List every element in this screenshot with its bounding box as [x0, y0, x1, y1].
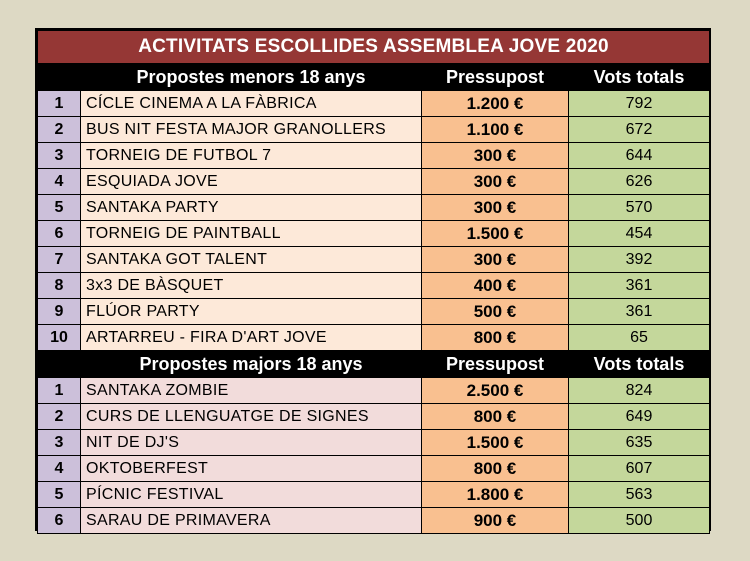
- votes-cell: 792: [569, 91, 710, 117]
- budget-cell: 400 €: [422, 273, 569, 299]
- row-number: 4: [38, 169, 81, 195]
- budget-cell: 300 €: [422, 195, 569, 221]
- activity-name: SANTAKA GOT TALENT: [81, 247, 422, 273]
- votes-cell: 824: [569, 378, 710, 404]
- table-row: [38, 482, 710, 508]
- activity-name: BUS NIT FESTA MAJOR GRANOLLERS: [81, 117, 422, 143]
- budget-cell: 1.500 €: [422, 430, 569, 456]
- results-table-frame: [35, 28, 711, 531]
- votes-cell: 649: [569, 404, 710, 430]
- row-number: 9: [38, 299, 81, 325]
- budget-cell: 800 €: [422, 404, 569, 430]
- row-number: 3: [38, 143, 81, 169]
- activity-name: OKTOBERFEST: [81, 456, 422, 482]
- activity-name: PÍCNIC FESTIVAL: [81, 482, 422, 508]
- votes-cell: 500: [569, 508, 710, 534]
- activity-name: FLÚOR PARTY: [81, 299, 422, 325]
- header-number: [38, 351, 81, 378]
- table-row: [38, 325, 710, 351]
- votes-cell: 361: [569, 273, 710, 299]
- title-row: [38, 31, 710, 64]
- table-row: [38, 273, 710, 299]
- results-table-body: [38, 31, 710, 534]
- votes-cell: 361: [569, 299, 710, 325]
- budget-cell: 2.500 €: [422, 378, 569, 404]
- table-row: [38, 221, 710, 247]
- votes-cell: 644: [569, 143, 710, 169]
- row-number: 6: [38, 221, 81, 247]
- budget-cell: 900 €: [422, 508, 569, 534]
- votes-cell: 626: [569, 169, 710, 195]
- budget-cell: 300 €: [422, 143, 569, 169]
- budget-cell: 1.100 €: [422, 117, 569, 143]
- table-row: [38, 299, 710, 325]
- votes-cell: 672: [569, 117, 710, 143]
- table-row: [38, 378, 710, 404]
- budget-cell: 800 €: [422, 325, 569, 351]
- row-number: 2: [38, 404, 81, 430]
- votes-cell: 392: [569, 247, 710, 273]
- row-number: 5: [38, 195, 81, 221]
- row-number: 3: [38, 430, 81, 456]
- column-header-votes: Vots totals: [569, 351, 710, 378]
- table-row: [38, 508, 710, 534]
- votes-cell: 563: [569, 482, 710, 508]
- activity-name: ARTARREU - FIRA D'ART JOVE: [81, 325, 422, 351]
- table-row: [38, 404, 710, 430]
- budget-cell: 500 €: [422, 299, 569, 325]
- section-header-row: [38, 351, 710, 378]
- section-heading: Propostes majors 18 anys: [81, 351, 422, 378]
- budget-cell: 1.800 €: [422, 482, 569, 508]
- row-number: 7: [38, 247, 81, 273]
- table-row: [38, 91, 710, 117]
- results-table: [37, 30, 710, 534]
- section-header-row: [38, 64, 710, 91]
- activity-name: TORNEIG DE FUTBOL 7: [81, 143, 422, 169]
- table-row: [38, 143, 710, 169]
- activity-name: TORNEIG DE PAINTBALL: [81, 221, 422, 247]
- table-row: [38, 456, 710, 482]
- table-row: [38, 195, 710, 221]
- budget-cell: 1.500 €: [422, 221, 569, 247]
- activity-name: ESQUIADA JOVE: [81, 169, 422, 195]
- votes-cell: 635: [569, 430, 710, 456]
- table-title: ACTIVITATS ESCOLLIDES ASSEMBLEA JOVE 2020: [38, 31, 710, 64]
- activity-name: CURS DE LLENGUATGE DE SIGNES: [81, 404, 422, 430]
- row-number: 1: [38, 91, 81, 117]
- activity-name: CÍCLE CINEMA A LA FÀBRICA: [81, 91, 422, 117]
- row-number: 1: [38, 378, 81, 404]
- activity-name: SANTAKA PARTY: [81, 195, 422, 221]
- activity-name: NIT DE DJ'S: [81, 430, 422, 456]
- table-row: [38, 430, 710, 456]
- votes-cell: 65: [569, 325, 710, 351]
- table-row: [38, 247, 710, 273]
- row-number: 2: [38, 117, 81, 143]
- table-row: [38, 117, 710, 143]
- budget-cell: 1.200 €: [422, 91, 569, 117]
- activity-name: SARAU DE PRIMAVERA: [81, 508, 422, 534]
- votes-cell: 607: [569, 456, 710, 482]
- table-row: [38, 169, 710, 195]
- row-number: 6: [38, 508, 81, 534]
- row-number: 4: [38, 456, 81, 482]
- budget-cell: 800 €: [422, 456, 569, 482]
- column-header-budget: Pressupost: [422, 351, 569, 378]
- budget-cell: 300 €: [422, 247, 569, 273]
- budget-cell: 300 €: [422, 169, 569, 195]
- row-number: 5: [38, 482, 81, 508]
- activity-name: SANTAKA ZOMBIE: [81, 378, 422, 404]
- row-number: 10: [38, 325, 81, 351]
- activity-name: 3x3 DE BÀSQUET: [81, 273, 422, 299]
- section-heading: Propostes menors 18 anys: [81, 64, 422, 91]
- column-header-budget: Pressupost: [422, 64, 569, 91]
- column-header-votes: Vots totals: [569, 64, 710, 91]
- votes-cell: 570: [569, 195, 710, 221]
- header-number: [38, 64, 81, 91]
- row-number: 8: [38, 273, 81, 299]
- votes-cell: 454: [569, 221, 710, 247]
